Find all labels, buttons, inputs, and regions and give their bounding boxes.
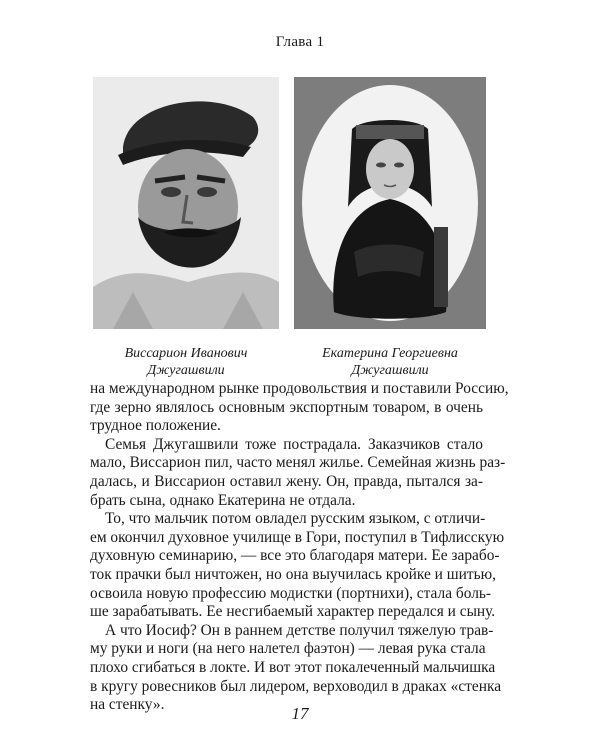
- photo-caption-father: [86, 345, 286, 379]
- text-line: ток прачки был ничтожен, но она выучилась кройке и шитью,: [90, 565, 496, 583]
- paragraph: [90, 621, 502, 715]
- caption-line: Джугашвили: [351, 363, 429, 378]
- portrait-photo-father: [93, 77, 279, 329]
- running-head: Глава 1: [275, 34, 325, 50]
- text-line: му руки и ноги (на него налетел фаэтон) — левая рука стала: [90, 640, 486, 658]
- text-line: где зерно являлось основным экспортным товаром, в очень: [90, 398, 483, 416]
- text-line: А что Иосиф? Он в раннем детстве получил тяжелую трав-: [105, 621, 494, 639]
- portrait-mother-image: [294, 77, 486, 329]
- caption-line: Джугашвили: [147, 363, 225, 378]
- body-text: [90, 380, 509, 715]
- text-line: То, что мальчик потом овладел русским языком, с отличи-: [105, 510, 486, 528]
- caption-line: Виссарион Иванович: [124, 346, 248, 361]
- portrait-photo-mother: [294, 77, 486, 329]
- text-line: на стенку».: [90, 696, 165, 714]
- caption-line: Екатерина Георгиевна: [322, 346, 458, 361]
- text-line: Семья Джугашвили тоже пострадала. Заказчиков стало: [105, 435, 483, 453]
- text-line: освоила новую профессию модистки (портнихи), стала боль-: [90, 584, 492, 602]
- text-line: ем окончил духовное училище в Гори, поступил в Тифлисскую: [90, 528, 505, 546]
- text-line: далась, и Виссарион оставил жену. Он, правда, пытался за-: [90, 472, 483, 490]
- page-number: 17: [291, 704, 309, 723]
- text-line: мало, Виссарион пил, часто менял жилье. Семейная жизнь раз-: [90, 454, 506, 472]
- portrait-father-image: [93, 77, 279, 329]
- text-line: трудное положение.: [90, 417, 221, 435]
- text-line: в кругу ровесников был лидером, верховодил в драках «стенка: [90, 677, 502, 695]
- paragraph: [90, 510, 505, 622]
- text-line: духовную семинарию, — все это благодаря матери. Ее зарабо-: [90, 547, 500, 565]
- text-line: брать сына, однако Екатерина не отдала.: [90, 491, 356, 509]
- text-line: ше зарабатывать. Ее несгибаемый характер передался и сыну.: [90, 603, 496, 621]
- paragraph: [90, 435, 506, 510]
- text-line: плохо сгибаться в локте. И вот этот покалеченный мальчишка: [90, 658, 496, 676]
- photo-caption-mother: [290, 345, 490, 379]
- text-line: на международном рынке продовольствия и поставили Россию,: [90, 380, 509, 397]
- paragraph: [90, 380, 509, 436]
